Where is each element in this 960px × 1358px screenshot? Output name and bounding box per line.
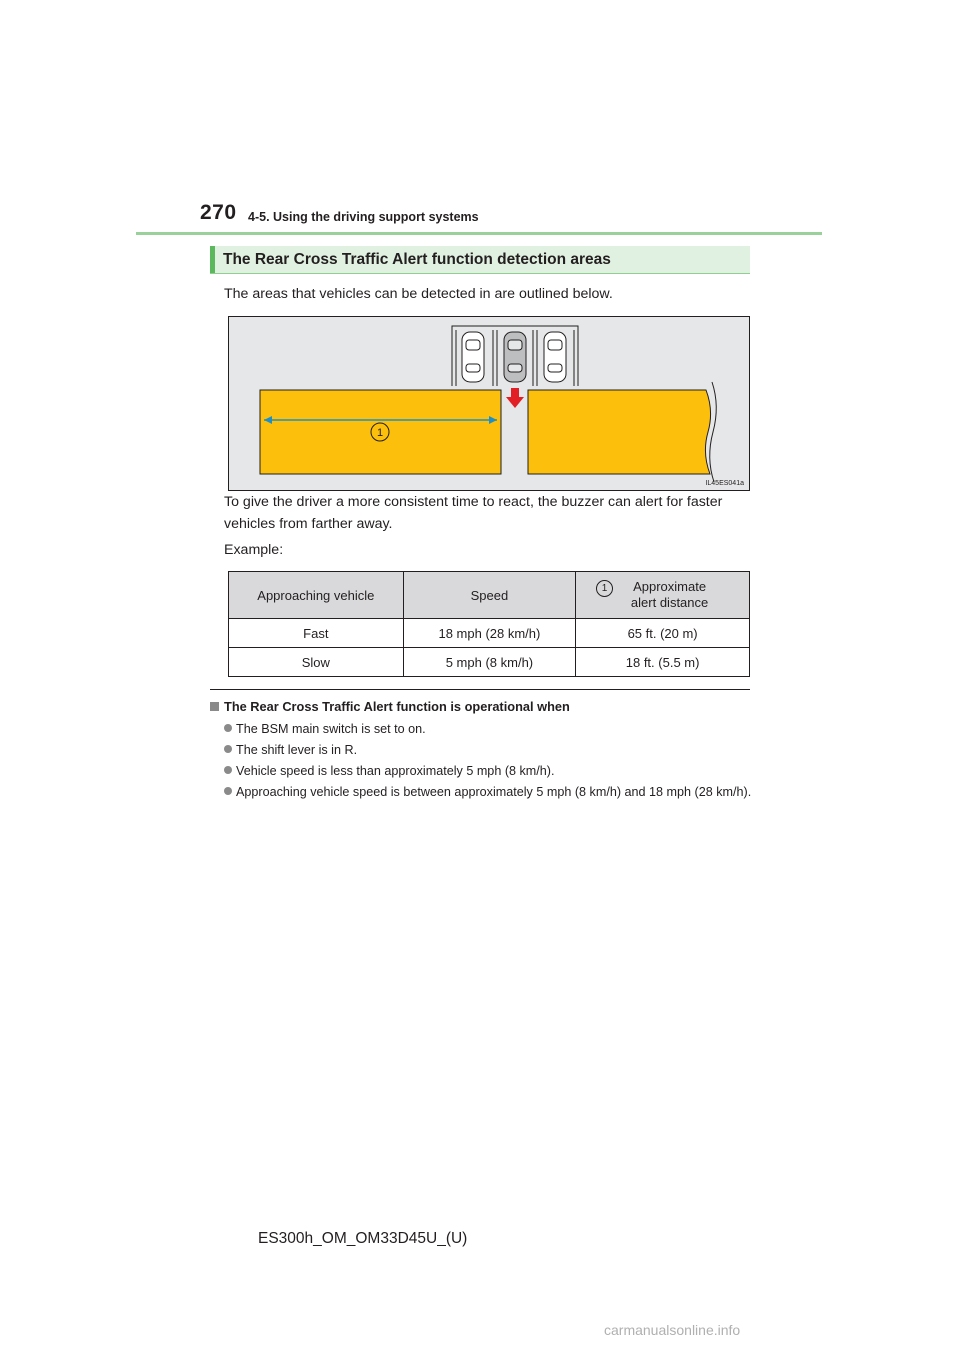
bullet-icon bbox=[224, 787, 232, 795]
alert-distance-table bbox=[228, 571, 750, 677]
table-row bbox=[229, 619, 750, 648]
detection-area-diagram bbox=[228, 316, 750, 491]
section-title: The Rear Cross Traffic Alert function detection areas bbox=[223, 251, 611, 268]
parked-car-right bbox=[544, 332, 566, 382]
detection-zone-right bbox=[528, 390, 711, 474]
list-item: The BSM main switch is set to on. bbox=[224, 721, 752, 737]
table-header-row bbox=[229, 572, 750, 619]
table-cell: Slow bbox=[229, 648, 404, 677]
image-code: IL45ES041a bbox=[705, 480, 744, 487]
list-item: Approaching vehicle speed is between approximately 5 mph (8 km/h) and 18 mph (28 km/h). bbox=[224, 784, 766, 800]
table-cell: 18 ft. (5.5 m) bbox=[576, 648, 750, 677]
header-approaching-vehicle: Approaching vehicle bbox=[229, 572, 404, 619]
body-text: To give the driver a more consistent time to react, the buzzer can alert for faster vehicles from farther away. bbox=[224, 494, 723, 532]
list-item: Vehicle speed is less than approximately 5 mph (8 km/h). bbox=[224, 763, 752, 779]
square-bullet-icon bbox=[210, 702, 219, 711]
example-label: Example: bbox=[224, 542, 284, 558]
watermark: carmanualsonline.info bbox=[604, 1322, 741, 1338]
table-cell: 18 mph (28 km/h) bbox=[403, 619, 576, 648]
bullet-icon bbox=[224, 766, 232, 774]
header-callout-badge: 1 bbox=[596, 580, 613, 597]
section-title-marker bbox=[210, 246, 215, 273]
document-code: ES300h_OM_OM33D45U_(U) bbox=[258, 1230, 468, 1247]
own-vehicle bbox=[504, 332, 526, 382]
callout-number: 1 bbox=[376, 427, 384, 439]
section-title-bar bbox=[210, 246, 750, 274]
header-speed: Speed bbox=[403, 572, 576, 619]
section-breadcrumb: 4-5. Using the driving support systems bbox=[248, 210, 479, 224]
header-alert-distance: Approximate alert distance bbox=[576, 572, 750, 619]
table-cell: 5 mph (8 km/h) bbox=[403, 648, 576, 677]
intro-text: The areas that vehicles can be detected in are outlined below. bbox=[224, 286, 613, 302]
list-item: The shift lever is in R. bbox=[224, 742, 752, 758]
table-cell: Fast bbox=[229, 619, 404, 648]
bullet-icon bbox=[224, 724, 232, 732]
header-divider bbox=[136, 232, 822, 235]
note-divider bbox=[210, 689, 750, 690]
table-cell: 65 ft. (20 m) bbox=[576, 619, 750, 648]
page-number: 270 bbox=[200, 201, 237, 224]
bullet-icon bbox=[224, 745, 232, 753]
parked-car-left bbox=[462, 332, 484, 382]
table-row bbox=[229, 648, 750, 677]
note-heading: The Rear Cross Traffic Alert function is operational when bbox=[210, 699, 570, 714]
